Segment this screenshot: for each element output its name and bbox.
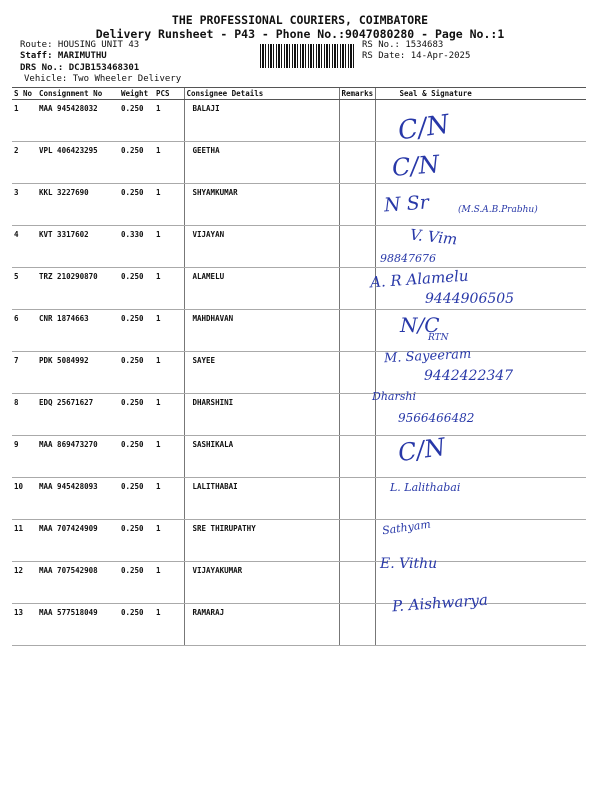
pcs: 1 xyxy=(154,268,184,310)
handwritten-signature: C/N xyxy=(396,109,452,147)
handwritten-signature: N/C xyxy=(400,313,440,337)
col-remarks: Remarks xyxy=(339,88,375,100)
weight: 0.250 xyxy=(119,310,154,352)
rs-number: RS No.: 1534683 xyxy=(362,40,444,50)
handwritten-signature: Dharshi xyxy=(372,390,416,403)
remarks xyxy=(339,226,375,268)
consignment-no: MAA 577518049 xyxy=(37,604,119,646)
pcs: 1 xyxy=(154,604,184,646)
runsheet-subtitle: Delivery Runsheet - P43 - Phone No.:9047080280 - Page No.:1 xyxy=(95,27,505,41)
weight: 0.250 xyxy=(119,562,154,604)
pcs: 1 xyxy=(154,394,184,436)
col-signature: Seal & Signature xyxy=(375,88,586,100)
handwritten-note: (M.S.A.B.Prabhu) xyxy=(458,205,538,215)
handwritten-signature: C/N xyxy=(390,149,441,183)
remarks xyxy=(339,352,375,394)
weight: 0.250 xyxy=(119,142,154,184)
remarks xyxy=(339,436,375,478)
handwritten-signature: N Sr xyxy=(383,191,430,217)
consignee: VIJAYAKUMAR xyxy=(184,562,339,604)
col-consignment: Consignment No xyxy=(37,88,119,100)
table-row xyxy=(12,310,586,352)
sno: 3 xyxy=(12,184,37,226)
remarks xyxy=(339,100,375,142)
consignee: MAHDHAVAN xyxy=(184,310,339,352)
consignee: BALAJI xyxy=(184,100,339,142)
pcs: 1 xyxy=(154,184,184,226)
pcs: 1 xyxy=(154,520,184,562)
sno: 9 xyxy=(12,436,37,478)
table-row xyxy=(12,142,586,184)
table-header xyxy=(12,88,586,100)
handwritten-signature: P. Aishwarya xyxy=(391,590,489,616)
col-consignee: Consignee Details xyxy=(184,88,339,100)
handwritten-signature: C/N xyxy=(396,432,448,468)
consignee: VIJAYAN xyxy=(184,226,339,268)
table-row xyxy=(12,436,586,478)
weight: 0.250 xyxy=(119,100,154,142)
table-row xyxy=(12,100,586,142)
sno: 6 xyxy=(12,310,37,352)
weight: 0.250 xyxy=(119,436,154,478)
consignee: ALAMELU xyxy=(184,268,339,310)
col-sno: S No xyxy=(12,88,37,100)
weight: 0.250 xyxy=(119,604,154,646)
sno: 8 xyxy=(12,394,37,436)
handwritten-signature: A. R Alamelu xyxy=(369,266,470,292)
remarks xyxy=(339,604,375,646)
runsheet-table xyxy=(12,87,586,646)
consignee: SRE THIRUPATHY xyxy=(184,520,339,562)
sno: 13 xyxy=(12,604,37,646)
handwritten-phone: 9566466482 xyxy=(398,411,475,425)
sno: 10 xyxy=(12,478,37,520)
sno: 12 xyxy=(12,562,37,604)
remarks xyxy=(339,478,375,520)
handwritten-signature: V. Vim xyxy=(409,225,459,249)
consignment-no: MAA 707424909 xyxy=(37,520,119,562)
consignee: GEETHA xyxy=(184,142,339,184)
col-weight: Weight xyxy=(119,88,154,100)
table-row xyxy=(12,562,586,604)
consignee: RAMARAJ xyxy=(184,604,339,646)
consignee: SASHIKALA xyxy=(184,436,339,478)
staff: Staff: MARIMUTHU xyxy=(20,51,107,61)
weight: 0.250 xyxy=(119,184,154,226)
pcs: 1 xyxy=(154,478,184,520)
route: Route: HOUSING UNIT 43 xyxy=(20,40,140,50)
remarks xyxy=(339,520,375,562)
handwritten-note: RTN xyxy=(428,333,449,343)
consignee: SHYAMKUMAR xyxy=(184,184,339,226)
sno: 4 xyxy=(12,226,37,268)
remarks xyxy=(339,184,375,226)
weight: 0.250 xyxy=(119,520,154,562)
table-row xyxy=(12,478,586,520)
consignment-no: MAA 945428032 xyxy=(37,100,119,142)
table-row xyxy=(12,520,586,562)
remarks xyxy=(339,310,375,352)
pcs: 1 xyxy=(154,436,184,478)
pcs: 1 xyxy=(154,226,184,268)
weight: 0.250 xyxy=(119,352,154,394)
consignment-no: KVT 3317602 xyxy=(37,226,119,268)
weight: 0.250 xyxy=(119,394,154,436)
consignment-no: MAA 707542908 xyxy=(37,562,119,604)
consignment-no: MAA 869473270 xyxy=(37,436,119,478)
sno: 11 xyxy=(12,520,37,562)
handwritten-phone: 9444906505 xyxy=(425,291,515,307)
pcs: 1 xyxy=(154,562,184,604)
remarks xyxy=(339,562,375,604)
sno: 1 xyxy=(12,100,37,142)
drs-number: DRS No.: DCJB153468301 xyxy=(20,63,140,73)
remarks xyxy=(339,142,375,184)
consignment-no: PDK 5084992 xyxy=(37,352,119,394)
weight: 0.250 xyxy=(119,478,154,520)
pcs: 1 xyxy=(154,310,184,352)
sno: 5 xyxy=(12,268,37,310)
consignment-no: CNR 1874663 xyxy=(37,310,119,352)
pcs: 1 xyxy=(154,100,184,142)
sno: 7 xyxy=(12,352,37,394)
consignee: DHARSHINI xyxy=(184,394,339,436)
vehicle: Vehicle: Two Wheeler Delivery xyxy=(24,74,182,84)
consignment-no: MAA 945428093 xyxy=(37,478,119,520)
handwritten-signature: M. Sayeeram xyxy=(383,346,472,367)
consignee: LALITHABAI xyxy=(184,478,339,520)
table-row xyxy=(12,226,586,268)
col-pcs: PCS xyxy=(154,88,184,100)
company-title: THE PROFESSIONAL COURIERS, COIMBATORE xyxy=(171,13,429,27)
handwritten-signature: Sathyam xyxy=(381,517,432,538)
handwritten-phone: 9442422347 xyxy=(424,368,514,384)
table-row xyxy=(12,604,586,646)
handwritten-signature: E. Vithu xyxy=(380,556,438,572)
handwritten-phone: 98847676 xyxy=(380,252,436,265)
table-row xyxy=(12,394,586,436)
consignment-no: TRZ 210290870 xyxy=(37,268,119,310)
remarks xyxy=(339,394,375,436)
rs-date: RS Date: 14-Apr-2025 xyxy=(362,51,471,61)
pcs: 1 xyxy=(154,142,184,184)
barcode xyxy=(260,44,355,68)
consignment-no: VPL 406423295 xyxy=(37,142,119,184)
consignment-no: KKL 3227690 xyxy=(37,184,119,226)
weight: 0.250 xyxy=(119,268,154,310)
consignee: SAYEE xyxy=(184,352,339,394)
consignment-no: EDQ 25671627 xyxy=(37,394,119,436)
handwritten-signature: L. Lalithabai xyxy=(390,481,461,494)
sno: 2 xyxy=(12,142,37,184)
pcs: 1 xyxy=(154,352,184,394)
weight: 0.330 xyxy=(119,226,154,268)
